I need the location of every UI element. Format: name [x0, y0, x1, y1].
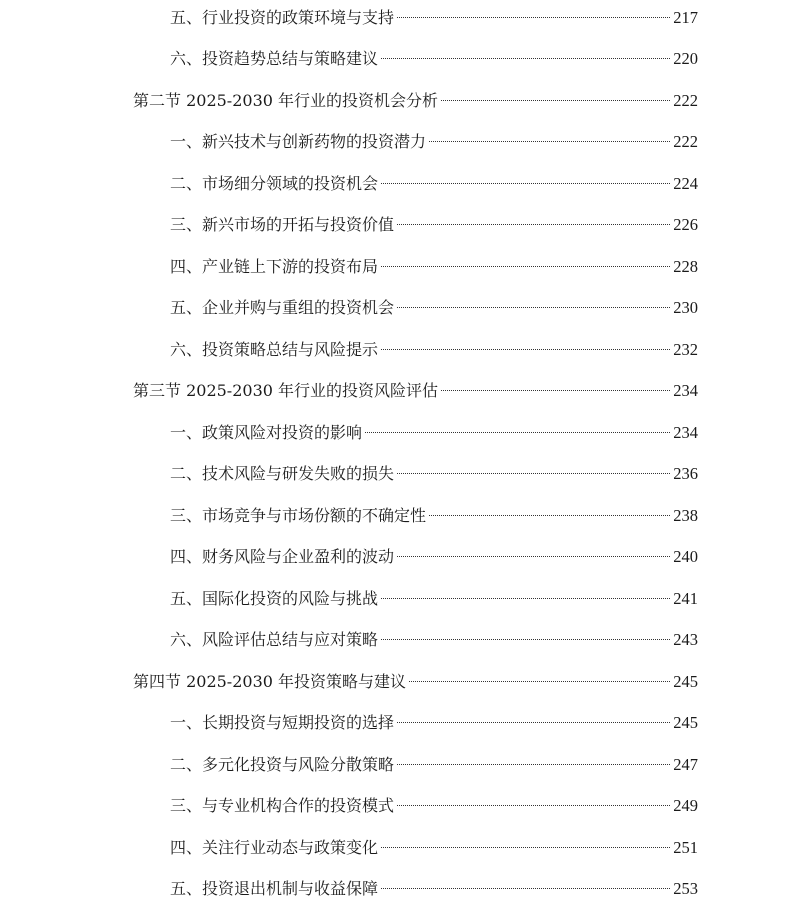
toc-entry-title: 五、行业投资的政策环境与支持: [170, 8, 395, 27]
toc-entry-title: 六、投资策略总结与风险提示: [170, 340, 379, 359]
toc-entry[interactable]: [170, 3, 698, 33]
toc-entry[interactable]: [170, 44, 698, 74]
toc-page-number: 234: [673, 381, 698, 400]
toc-entry-title: 一、长期投资与短期投资的选择: [170, 713, 395, 732]
toc-section-entry[interactable]: [133, 667, 698, 697]
toc-page-number: 240: [673, 547, 698, 566]
toc-entry[interactable]: [170, 501, 698, 531]
toc-entry-title: 一、政策风险对投资的影响: [170, 423, 363, 442]
toc-page-number: 245: [673, 672, 698, 691]
toc-leader-dots: [381, 598, 670, 599]
toc-leader-dots: [381, 847, 670, 848]
toc-entry-title: 六、风险评估总结与应对策略: [170, 630, 379, 649]
toc-leader-dots: [381, 888, 670, 889]
toc-page-number: 220: [673, 49, 698, 68]
toc-entry-title: 四、财务风险与企业盈利的波动: [170, 547, 395, 566]
toc-entry-title: 五、投资退出机制与收益保障: [170, 879, 379, 898]
toc-entry-title: 二、技术风险与研发失败的损失: [170, 464, 395, 483]
toc-entry[interactable]: [170, 210, 698, 240]
toc-entry[interactable]: [170, 584, 698, 614]
toc-entry-title: 第三节 2025-2030 年行业的投资风险评估: [133, 381, 439, 400]
toc-entry-title: 四、产业链上下游的投资布局: [170, 257, 379, 276]
toc-page-number: 238: [673, 506, 698, 525]
toc-entry[interactable]: [170, 293, 698, 323]
toc-page-number: 236: [673, 464, 698, 483]
toc-page-number: 226: [673, 215, 698, 234]
toc-leader-dots: [381, 183, 670, 184]
toc-leader-dots: [397, 17, 670, 18]
toc-entry[interactable]: [170, 335, 698, 365]
toc-entry-title: 二、市场细分领域的投资机会: [170, 174, 379, 193]
toc-entry[interactable]: [170, 625, 698, 655]
toc-page-number: 228: [673, 257, 698, 276]
toc-leader-dots: [397, 224, 670, 225]
toc-section-entry[interactable]: [133, 376, 698, 406]
toc-leader-dots: [441, 100, 670, 101]
toc-section-entry[interactable]: [133, 86, 698, 116]
toc-entry[interactable]: [170, 418, 698, 448]
toc-leader-dots: [429, 141, 670, 142]
toc-entry-title: 五、国际化投资的风险与挑战: [170, 589, 379, 608]
toc-page-number: 253: [673, 879, 698, 898]
toc-entry[interactable]: [170, 750, 698, 780]
toc-entry-title: 第二节 2025-2030 年行业的投资机会分析: [133, 91, 439, 110]
toc-entry[interactable]: [170, 542, 698, 572]
toc-page-number: 249: [673, 796, 698, 815]
toc-page-number: 222: [673, 91, 698, 110]
toc-page-number: 232: [673, 340, 698, 359]
toc-entry[interactable]: [170, 127, 698, 157]
toc-page-number: 247: [673, 755, 698, 774]
toc-leader-dots: [397, 473, 670, 474]
toc-leader-dots: [397, 556, 670, 557]
toc-page-number: 241: [673, 589, 698, 608]
toc-leader-dots: [365, 432, 670, 433]
toc-leader-dots: [397, 307, 670, 308]
toc-entry-title: 三、新兴市场的开拓与投资价值: [170, 215, 395, 234]
toc-leader-dots: [381, 266, 670, 267]
toc-page-number: 234: [673, 423, 698, 442]
toc-entry-title: 三、与专业机构合作的投资模式: [170, 796, 395, 815]
toc-entry[interactable]: [170, 708, 698, 738]
toc-page-number: 230: [673, 298, 698, 317]
toc-entry-title: 二、多元化投资与风险分散策略: [170, 755, 395, 774]
toc-leader-dots: [441, 390, 670, 391]
toc-leader-dots: [397, 722, 670, 723]
toc-entry[interactable]: [170, 833, 698, 863]
toc-entry-title: 四、关注行业动态与政策变化: [170, 838, 379, 857]
toc-leader-dots: [381, 349, 670, 350]
toc-page-number: 217: [673, 8, 698, 27]
toc-page-number: 222: [673, 132, 698, 151]
toc-leader-dots: [397, 764, 670, 765]
toc-entry-title: 一、新兴技术与创新药物的投资潜力: [170, 132, 427, 151]
toc-entry-title: 五、企业并购与重组的投资机会: [170, 298, 395, 317]
toc-page-number: 251: [673, 838, 698, 857]
toc-entry-title: 第四节 2025-2030 年投资策略与建议: [133, 672, 407, 691]
toc-leader-dots: [397, 805, 670, 806]
toc-entry-title: 六、投资趋势总结与策略建议: [170, 49, 379, 68]
toc-leader-dots: [409, 681, 670, 682]
toc-leader-dots: [381, 639, 670, 640]
toc-entry[interactable]: [170, 874, 698, 904]
toc-page-number: 224: [673, 174, 698, 193]
toc-entry[interactable]: [170, 169, 698, 199]
toc-page-number: 243: [673, 630, 698, 649]
toc-entry[interactable]: [170, 252, 698, 282]
toc-page-number: 245: [673, 713, 698, 732]
toc-leader-dots: [381, 58, 670, 59]
toc-entry-title: 三、市场竞争与市场份额的不确定性: [170, 506, 427, 525]
toc-entry[interactable]: [170, 791, 698, 821]
toc-entry[interactable]: [170, 459, 698, 489]
toc-leader-dots: [429, 515, 670, 516]
